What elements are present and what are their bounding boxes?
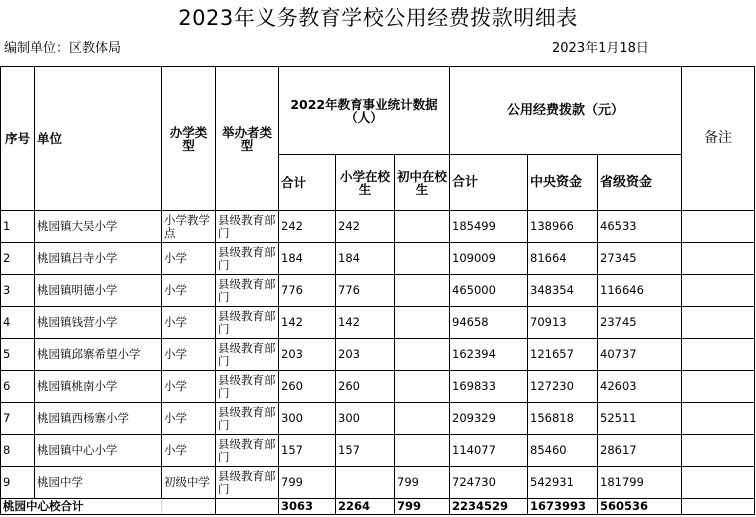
- cell-central-funds[interactable]: 138966: [528, 211, 598, 243]
- cell-funds-total[interactable]: 94658: [450, 307, 528, 339]
- cell-primary-students[interactable]: 776: [336, 275, 395, 307]
- header-funds-total[interactable]: 合计: [450, 155, 528, 211]
- table-row: [1, 403, 755, 435]
- cell-students-total[interactable]: 157: [279, 435, 336, 467]
- cell-central-funds[interactable]: 127230: [528, 371, 598, 403]
- cell-funds-total[interactable]: 162394: [450, 339, 528, 371]
- cell-sponsor-type[interactable]: 县级教育部门: [216, 403, 279, 435]
- cell-remark[interactable]: [682, 467, 755, 499]
- cell-provincial-funds[interactable]: 116646: [598, 275, 682, 307]
- table-row: [1, 275, 755, 307]
- cell-provincial-funds[interactable]: 42603: [598, 371, 682, 403]
- cell-remark[interactable]: [682, 403, 755, 435]
- cell-students-total[interactable]: 776: [279, 275, 336, 307]
- report-date: 2023年1月18日: [552, 41, 649, 56]
- allocation-table: [0, 66, 755, 515]
- header-unit[interactable]: 单位: [35, 67, 162, 211]
- header-stats-total[interactable]: 合计: [279, 155, 336, 211]
- cell-funds-total[interactable]: 185499: [450, 211, 528, 243]
- table-row: [1, 307, 755, 339]
- cell-no[interactable]: 4: [1, 307, 35, 339]
- cell-sponsor-type[interactable]: 县级教育部门: [216, 339, 279, 371]
- table-row: [1, 371, 755, 403]
- cell-unit-name[interactable]: 桃园镇桃南小学: [35, 371, 162, 403]
- cell-junior-students[interactable]: [395, 307, 450, 339]
- cell-funds-total[interactable]: 465000: [450, 275, 528, 307]
- table-body: [1, 211, 755, 515]
- cell-junior-students[interactable]: [395, 275, 450, 307]
- header-school-type[interactable]: 办学类型: [162, 67, 216, 211]
- cell-junior-students[interactable]: [395, 435, 450, 467]
- cell-unit-name[interactable]: 桃园镇钱营小学: [35, 307, 162, 339]
- cell-central-funds[interactable]: 542931: [528, 467, 598, 499]
- compiling-unit: 编制单位：区教体局: [4, 41, 122, 56]
- header-funds-central[interactable]: 中央资金: [528, 155, 598, 211]
- cell-primary-students[interactable]: 142: [336, 307, 395, 339]
- cell-remark[interactable]: [682, 371, 755, 403]
- cell-no[interactable]: 1: [1, 211, 35, 243]
- cell-funds-total[interactable]: 109009: [450, 243, 528, 275]
- cell-junior-students[interactable]: 799: [395, 467, 450, 499]
- cell-provincial-funds[interactable]: 46533: [598, 211, 682, 243]
- cell-sponsor-type[interactable]: 县级教育部门: [216, 467, 279, 499]
- cell-central-funds[interactable]: 348354: [528, 275, 598, 307]
- cell-sponsor-type[interactable]: 县级教育部门: [216, 275, 279, 307]
- cell-unit-name[interactable]: 桃园镇大吴小学: [35, 211, 162, 243]
- cell-central-funds[interactable]: 121657: [528, 339, 598, 371]
- cell-remark[interactable]: [682, 211, 755, 243]
- cell-students-total[interactable]: 799: [279, 467, 336, 499]
- cell-no[interactable]: 5: [1, 339, 35, 371]
- cell-students-total[interactable]: 142: [279, 307, 336, 339]
- table-row: [1, 211, 755, 243]
- table-row: [1, 435, 755, 467]
- cell-primary-students[interactable]: 260: [336, 371, 395, 403]
- cell-provincial-funds[interactable]: 52511: [598, 403, 682, 435]
- total-empty-cell[interactable]: [216, 499, 279, 515]
- cell-students-total[interactable]: 184: [279, 243, 336, 275]
- cell-school-type[interactable]: 小学: [162, 339, 216, 371]
- cell-junior-students[interactable]: [395, 371, 450, 403]
- cell-funds-total[interactable]: 114077: [450, 435, 528, 467]
- header-funds-group[interactable]: 公用经费拨款（元）: [450, 67, 682, 155]
- cell-primary-students[interactable]: 157: [336, 435, 395, 467]
- total-f-province[interactable]: 560536: [598, 499, 682, 515]
- header-remark[interactable]: 备注: [682, 67, 755, 211]
- header-no[interactable]: 序号: [1, 67, 35, 211]
- cell-junior-students[interactable]: [395, 403, 450, 435]
- cell-school-type[interactable]: 初级中学: [162, 467, 216, 499]
- cell-central-funds[interactable]: 156818: [528, 403, 598, 435]
- total-remark[interactable]: [682, 499, 755, 515]
- cell-no[interactable]: 7: [1, 403, 35, 435]
- cell-school-type[interactable]: 小学: [162, 403, 216, 435]
- cell-remark[interactable]: [682, 243, 755, 275]
- total-s-total[interactable]: 3063: [279, 499, 336, 515]
- table-row: [1, 243, 755, 275]
- header-sponsor-type[interactable]: 举办者类型: [216, 67, 279, 211]
- cell-funds-total[interactable]: 209329: [450, 403, 528, 435]
- cell-remark[interactable]: [682, 339, 755, 371]
- cell-no[interactable]: 8: [1, 435, 35, 467]
- cell-unit-name[interactable]: 桃园镇西杨寨小学: [35, 403, 162, 435]
- cell-students-total[interactable]: 260: [279, 371, 336, 403]
- cell-central-funds[interactable]: 85460: [528, 435, 598, 467]
- cell-unit-name[interactable]: 桃园镇中心小学: [35, 435, 162, 467]
- cell-students-total[interactable]: 242: [279, 211, 336, 243]
- cell-sponsor-type[interactable]: 县级教育部门: [216, 243, 279, 275]
- cell-primary-students[interactable]: 184: [336, 243, 395, 275]
- cell-primary-students[interactable]: [336, 467, 395, 499]
- header-stats-group[interactable]: 2022年教育事业统计数据（人）: [279, 67, 450, 155]
- cell-primary-students[interactable]: 203: [336, 339, 395, 371]
- total-f-central[interactable]: 1673993: [528, 499, 598, 515]
- table-row: [1, 467, 755, 499]
- header-stats-primary[interactable]: 小学在校生: [336, 155, 395, 211]
- total-row: [1, 499, 755, 515]
- total-f-total[interactable]: 2234529: [450, 499, 528, 515]
- cell-provincial-funds[interactable]: 40737: [598, 339, 682, 371]
- cell-junior-students[interactable]: [395, 339, 450, 371]
- cell-provincial-funds[interactable]: 27345: [598, 243, 682, 275]
- cell-funds-total[interactable]: 169833: [450, 371, 528, 403]
- cell-remark[interactable]: [682, 435, 755, 467]
- total-label[interactable]: 桃园中心校合计: [1, 499, 162, 515]
- cell-school-type[interactable]: 小学: [162, 275, 216, 307]
- cell-no[interactable]: 3: [1, 275, 35, 307]
- header-stats-junior[interactable]: 初中在校生: [395, 155, 450, 211]
- table-row: [1, 339, 755, 371]
- cell-school-type[interactable]: 小学教学点: [162, 211, 216, 243]
- cell-unit-name[interactable]: 桃园镇吕寺小学: [35, 243, 162, 275]
- cell-no[interactable]: 6: [1, 371, 35, 403]
- cell-no[interactable]: 2: [1, 243, 35, 275]
- cell-unit-name[interactable]: 桃园镇明德小学: [35, 275, 162, 307]
- cell-primary-students[interactable]: 242: [336, 211, 395, 243]
- cell-junior-students[interactable]: [395, 243, 450, 275]
- cell-remark[interactable]: [682, 275, 755, 307]
- cell-sponsor-type[interactable]: 县级教育部门: [216, 307, 279, 339]
- cell-students-total[interactable]: 300: [279, 403, 336, 435]
- cell-junior-students[interactable]: [395, 211, 450, 243]
- cell-school-type[interactable]: 小学: [162, 243, 216, 275]
- cell-provincial-funds[interactable]: 181799: [598, 467, 682, 499]
- header-funds-province[interactable]: 省级资金: [598, 155, 682, 211]
- cell-remark[interactable]: [682, 307, 755, 339]
- cell-school-type[interactable]: 小学: [162, 307, 216, 339]
- total-s-junior[interactable]: 799: [395, 499, 450, 515]
- page-title: 2023年义务教育学校公用经费拨款明细表: [178, 6, 578, 30]
- cell-primary-students[interactable]: 300: [336, 403, 395, 435]
- cell-sponsor-type[interactable]: 县级教育部门: [216, 211, 279, 243]
- cell-funds-total[interactable]: 724730: [450, 467, 528, 499]
- cell-school-type[interactable]: 小学: [162, 371, 216, 403]
- cell-provincial-funds[interactable]: 28617: [598, 435, 682, 467]
- total-s-primary[interactable]: 2264: [336, 499, 395, 515]
- cell-central-funds[interactable]: 81664: [528, 243, 598, 275]
- cell-no[interactable]: 9: [1, 467, 35, 499]
- cell-sponsor-type[interactable]: 县级教育部门: [216, 435, 279, 467]
- cell-central-funds[interactable]: 70913: [528, 307, 598, 339]
- cell-provincial-funds[interactable]: 23745: [598, 307, 682, 339]
- total-empty-cell[interactable]: [162, 499, 216, 515]
- cell-sponsor-type[interactable]: 县级教育部门: [216, 371, 279, 403]
- cell-unit-name[interactable]: 桃园中学: [35, 467, 162, 499]
- cell-students-total[interactable]: 203: [279, 339, 336, 371]
- cell-school-type[interactable]: 小学: [162, 435, 216, 467]
- cell-unit-name[interactable]: 桃园镇邱寨希望小学: [35, 339, 162, 371]
